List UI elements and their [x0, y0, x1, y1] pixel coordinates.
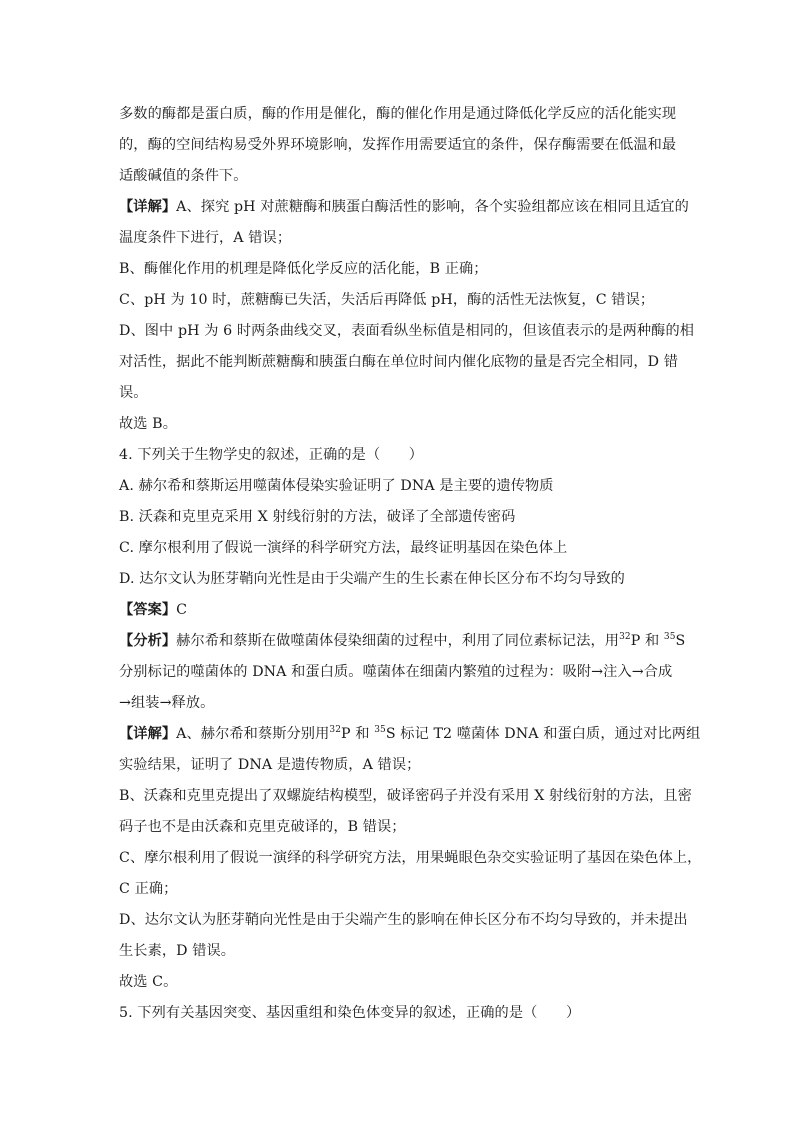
line-text: 多数的酶都是蛋白质，酶的作用是催化，酶的催化作用是通过降低化学反应的活化能实现 — [119, 106, 677, 122]
section-tag: 【详解】 — [119, 199, 177, 215]
section-tag: 【分析】 — [119, 633, 177, 649]
question-4-option-a — [119, 471, 679, 502]
line-text: S — [675, 633, 686, 649]
text-line — [119, 626, 686, 657]
line-text: 误。 — [119, 385, 148, 401]
question-4-stem — [119, 440, 679, 471]
line-text: 实验结果，证明了 DNA 是遗传物质，A 错误； — [119, 757, 421, 773]
text-line — [119, 99, 679, 130]
text-line — [119, 812, 679, 843]
line-text: C、摩尔根利用了假说一演绎的科学研究方法，用果蝇眼色杂交实验证明了基因在染色体上， — [119, 850, 702, 866]
text-line — [119, 161, 679, 192]
line-text: P 和 — [630, 633, 664, 649]
line-text: D. 达尔文认为胚芽鞘向光性是由于尖端产生的生长素在伸长区分布不均匀导致的 — [119, 571, 625, 587]
line-text: 码子也不是由沃森和克里克破译的，B 错误； — [119, 819, 406, 835]
text-line — [119, 378, 679, 409]
text-line — [119, 285, 679, 316]
question-4-option-b — [119, 502, 679, 533]
text-line — [119, 688, 679, 719]
question-4-option-d — [119, 564, 679, 595]
line-text: 温度条件下进行，A 错误； — [119, 230, 292, 246]
line-text: 4. 下列关于生物学史的叙述，正确的是（ ） — [119, 447, 424, 463]
text-line — [119, 843, 702, 874]
line-text: B、酶催化作用的机理是降低化学反应的活化能，B 正确； — [119, 261, 488, 277]
line-text: A、赫尔希和蔡斯分别用 — [176, 726, 330, 742]
line-text: B、沃森和克里克提出了双螺旋结构模型，破译密码子并没有采用 X 射线衍射的方法，且密 — [119, 788, 692, 804]
line-text: 对活性，据此不能判断蔗糖酶和胰蛋白酶在单位时间内催化底物的量是否完全相同，D 错 — [119, 354, 679, 370]
text-line — [119, 936, 679, 967]
text-line — [119, 719, 701, 750]
line-text: 赫尔希和蔡斯在做噬菌体侵染细菌的过程中，利用了同位素标记法，用 — [176, 633, 620, 649]
line-text: A、探究 pH 对蔗糖酶和胰蛋白酶活性的影响，各个实验组都应该在相同且适宜的 — [176, 199, 689, 215]
text-line — [119, 967, 679, 998]
text-line — [119, 223, 679, 254]
line-text: →组装→释放。 — [119, 695, 215, 711]
text-line — [119, 781, 692, 812]
text-line — [119, 750, 679, 781]
line-text: 适酸碱值的条件下。 — [119, 168, 248, 184]
line-text: C、pH 为 10 时，蔗糖酶已失活，失活后再降低 pH，酶的活性无法恢复，C 错误； — [119, 292, 655, 308]
answer-line — [119, 595, 679, 626]
line-text: D、达尔文认为胚芽鞘向光性是由于尖端产生的影响在伸长区分布不均匀导致的，并未提出 — [119, 912, 688, 928]
line-text: A. 赫尔希和蔡斯运用噬菌体侵染实验证明了 DNA 是主要的遗传物质 — [119, 478, 554, 494]
superscript: 32 — [619, 632, 631, 642]
text-line — [119, 192, 689, 223]
section-tag: 【答案】 — [119, 602, 177, 618]
line-text: D、图中 pH 为 6 时两条曲线交叉，表面看纵坐标值是相同的，但该值表示的是两种酶的相 — [119, 323, 695, 339]
text-line — [119, 874, 679, 905]
line-text: C 正确； — [119, 881, 178, 897]
answer-value: C — [176, 602, 188, 618]
text-line — [119, 347, 679, 378]
text-line — [119, 254, 679, 285]
superscript: 35 — [374, 725, 386, 735]
line-text: 生长素，D 错误。 — [119, 943, 236, 959]
line-text: 故选 C。 — [119, 974, 178, 990]
section-tag: 【详解】 — [119, 726, 177, 742]
line-text: 分别标记的噬菌体的 DNA 和蛋白质。噬菌体在细菌内繁殖的过程为：吸附→注入→合成 — [119, 664, 673, 680]
line-text: C. 摩尔根利用了假说一演绎的科学研究方法，最终证明基因在染色体上 — [119, 540, 568, 556]
line-text: 5. 下列有关基因突变、基因重组和染色体变异的叙述，正确的是（ ） — [119, 1005, 581, 1021]
line-text: P 和 — [341, 726, 375, 742]
text-line — [119, 409, 679, 440]
text-line — [119, 316, 695, 347]
text-line — [119, 905, 688, 936]
text-line — [119, 130, 679, 161]
line-text: 的，酶的空间结构易受外界环境影响，发挥作用需要适宜的条件，保存酶需要在低温和最 — [119, 137, 677, 153]
superscript: 32 — [329, 725, 342, 735]
document-page — [119, 99, 702, 1029]
line-text: B. 沃森和克里克采用 X 射线衍射的方法，破译了全部遗传密码 — [119, 509, 516, 525]
question-4-option-c — [119, 533, 679, 564]
text-line — [119, 657, 679, 688]
line-text: S 标记 T2 噬菌体 DNA 和蛋白质，通过对比两组 — [385, 726, 701, 742]
superscript: 35 — [663, 632, 676, 642]
question-5-stem — [119, 998, 679, 1029]
line-text: 故选 B。 — [119, 416, 177, 432]
